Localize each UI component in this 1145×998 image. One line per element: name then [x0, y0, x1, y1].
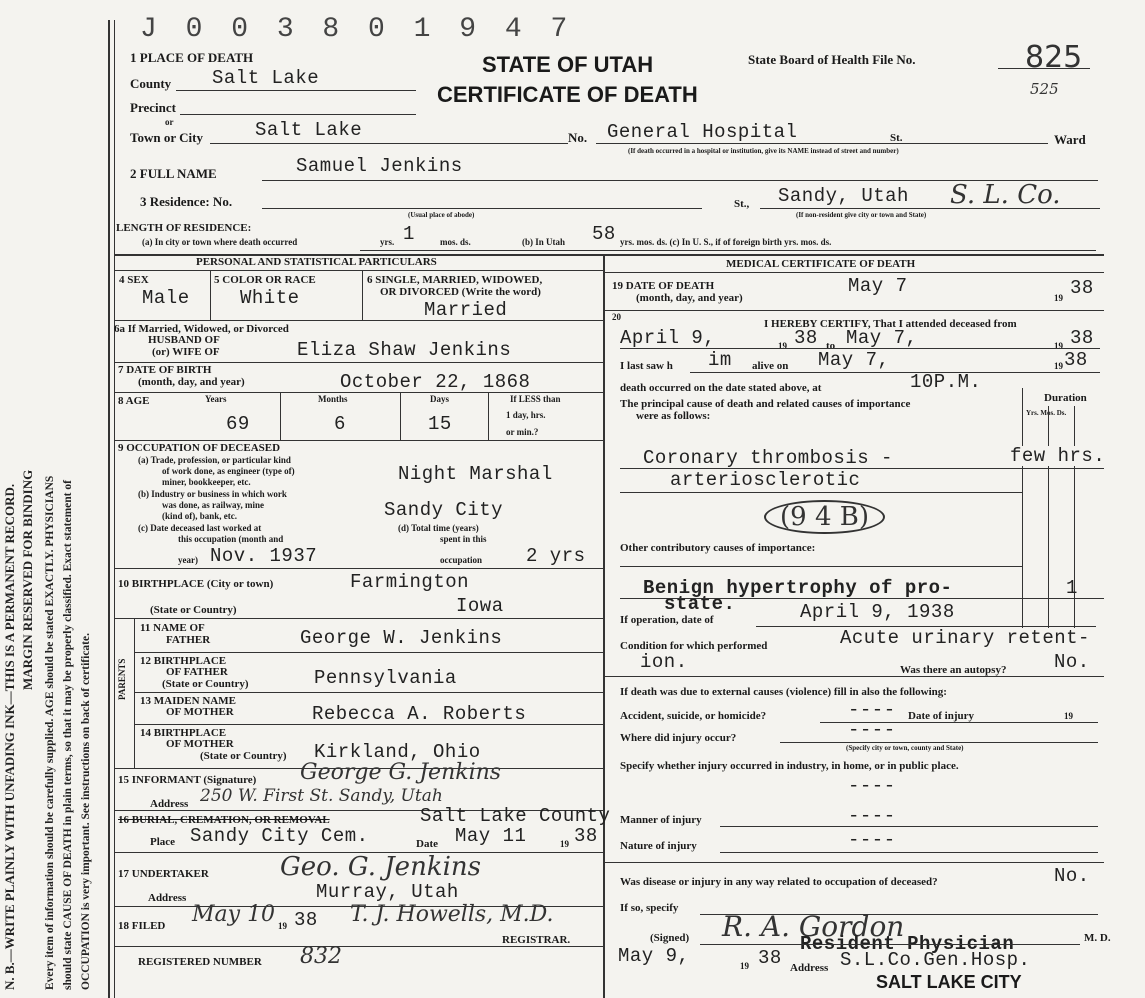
margin-binding-note: N. B.—WRITE PLAINLY WITH UNFADING INK—THIS IS A PERMANENT RECORD. — [2, 483, 17, 990]
nature-label: Nature of injury — [620, 840, 697, 852]
margin-reserved: MARGIN RESERVED FOR BINDING — [20, 469, 35, 690]
specify-dash: ---- — [848, 775, 896, 797]
town-value: Salt Lake — [255, 119, 363, 141]
duration-label: Duration — [1044, 392, 1087, 404]
filed-year-label: 19 — [278, 921, 287, 931]
signed-date: May 9, — [618, 945, 690, 967]
physician-signature: R. A. Gordon — [722, 910, 905, 943]
mbirth-value: Kirkland, Ohio — [314, 741, 481, 763]
where-label: Where did injury occur? — [620, 732, 737, 744]
informant-address-label: Address — [150, 798, 189, 810]
length-a-label: (a) In city or town where death occurred — [142, 237, 298, 247]
spouse-label-3: (or) WIFE OF — [152, 346, 220, 358]
operation-label: If operation, date of — [620, 614, 714, 626]
attended-from: April 9, — [620, 327, 716, 349]
occ-a-1: (a) Trade, profession, or particular kind — [138, 455, 291, 465]
undertaker-address-label: Address — [148, 892, 187, 904]
age-days-value: 15 — [428, 413, 452, 435]
less-hrs-label: 1 day, hrs. — [506, 410, 546, 420]
informant-address: 250 W. First St. Sandy, Utah — [200, 786, 443, 806]
color-label: 5 COLOR OR RACE — [214, 274, 316, 286]
informant-label: 15 INFORMANT (Signature) — [118, 774, 257, 786]
spouse-value: Eliza Shaw Jenkins — [297, 339, 512, 361]
sex-value: Male — [142, 287, 190, 309]
specify-injury-label: Specify whether injury occurred in industry, in home, or in public place. — [620, 760, 959, 772]
dod-value: May 7 — [848, 275, 908, 297]
attended-from-year: 38 — [794, 327, 818, 349]
father-label-2: FATHER — [166, 634, 211, 646]
reg-number: 832 — [300, 944, 342, 969]
sex-label: 4 SEX — [119, 274, 149, 286]
file-no-sub: 525 — [1030, 80, 1059, 98]
st-label: St. — [890, 132, 903, 144]
cause-primary: Coronary thrombosis - — [643, 447, 893, 469]
occurred-label: death occurred on the date stated above, at — [620, 382, 822, 394]
occ-b-3: (kind of), bank, etc. — [162, 511, 238, 521]
full-name-label: 2 FULL NAME — [130, 166, 217, 181]
mother-value: Rebecca A. Roberts — [312, 703, 527, 725]
registrar-signature: T. J. Howells, M.D. — [350, 902, 554, 927]
months-label: Months — [318, 394, 348, 404]
autopsy-value: No. — [1054, 651, 1090, 673]
to-label: to — [826, 340, 836, 352]
md-label: M. D. — [1084, 932, 1111, 944]
filed-year: 38 — [294, 909, 318, 931]
signed-label: (Signed) — [650, 932, 690, 944]
dob-label-2: (month, day, and year) — [138, 376, 245, 388]
attended-to-year: 38 — [1070, 327, 1094, 349]
mbirth-label-1: 14 BIRTHPLACE — [140, 727, 227, 739]
burial-place-label: Place — [150, 836, 176, 848]
occ-c-1: (c) Date deceased last worked at — [138, 523, 262, 533]
father-label-1: 11 NAME OF — [140, 622, 205, 634]
to-year-label: 19 — [1054, 341, 1063, 351]
other-cause-2: state. — [664, 593, 736, 615]
cause-secondary: arteriosclerotic — [670, 469, 861, 491]
injury-date-label: Date of injury — [908, 710, 974, 722]
principal-cause-label-1: The principal cause of death and related causes of importance — [620, 398, 911, 410]
file-no-label: State Board of Health File No. — [748, 52, 916, 67]
last-saw-label: I last saw h — [620, 360, 673, 372]
informant-signature: George G. Jenkins — [300, 760, 502, 785]
last-saw-value: im — [708, 349, 732, 371]
medical-heading: MEDICAL CERTIFICATE OF DEATH — [726, 258, 916, 270]
operation-date: April 9, 1938 — [800, 601, 955, 623]
in-utah-label: (b) In Utah — [522, 237, 566, 247]
age-label: 8 AGE — [118, 395, 150, 407]
birthplace-label: 10 BIRTHPLACE (City or town) — [118, 578, 274, 590]
mbirth-label-2: OF MOTHER — [166, 738, 234, 750]
from-year-label: 19 — [778, 341, 787, 351]
last-worked-value: Nov. 1937 — [210, 545, 318, 567]
father-value: George W. Jenkins — [300, 627, 503, 649]
residence-value: Sandy, Utah — [778, 185, 909, 207]
mother-label-2: OF MOTHER — [166, 706, 234, 718]
ward-label: Ward — [1054, 132, 1086, 147]
industry-value: Sandy City — [384, 499, 504, 521]
fbirth-label-3: (State or Country) — [162, 678, 249, 690]
condition-label: Condition for which performed — [620, 640, 768, 652]
accident-label: Accident, suicide, or homicide? — [620, 710, 767, 722]
certificate-title: CERTIFICATE OF DEATH — [437, 82, 698, 107]
town-label: Town or City — [130, 130, 203, 145]
occurred-time: 10P.M. — [910, 371, 982, 393]
burial-place: Sandy City Cem. — [190, 825, 369, 847]
physician-address-label: Address — [790, 962, 829, 974]
alive-year-label: 19 — [1054, 361, 1063, 371]
marital-label-1: 6 SINGLE, MARRIED, WIDOWED, — [367, 274, 543, 286]
precinct-label: Precinct — [130, 100, 176, 115]
less-than-label: If LESS than — [510, 394, 561, 404]
sign-year-label: 19 — [740, 961, 749, 971]
age-years-value: 69 — [226, 413, 250, 435]
age-months-value: 6 — [334, 413, 346, 435]
alive-date: May 7, — [818, 349, 890, 371]
fbirth-label-2: OF FATHER — [166, 666, 228, 678]
residence-label: 3 Residence: No. — [140, 194, 233, 209]
manner-label: Manner of injury — [620, 814, 702, 826]
signed-year: 38 — [758, 947, 782, 969]
occ-c-3: year) — [178, 555, 198, 565]
days-label: Days — [430, 394, 450, 404]
attended-to: May 7, — [846, 327, 918, 349]
marital-label-2: OR DIVORCED (Write the word) — [380, 286, 541, 298]
undertaker-address: Murray, Utah — [316, 881, 459, 903]
total-time-value: 2 yrs — [526, 545, 586, 567]
burial-label: 16 BURIAL, CREMATION, OR REMOVAL — [118, 814, 330, 826]
other-cause-duration: 1 — [1066, 577, 1078, 599]
autopsy-label: Was there an autopsy? — [900, 664, 1007, 676]
birth-state-label: (State or Country) — [150, 604, 237, 616]
occ-c-2: this occupation (month and — [178, 534, 284, 544]
burial-year-label: 19 — [560, 839, 569, 849]
color-value: White — [240, 287, 300, 309]
dod-label-2: (month, day, and year) — [636, 292, 743, 304]
condition-1: Acute urinary retent- — [840, 627, 1090, 649]
filed-label: 18 FILED — [118, 920, 166, 932]
where-dash: ---- — [848, 719, 896, 741]
county-label: County — [130, 76, 172, 91]
occ-a-2: of work done, as engineer (type of) — [162, 466, 295, 476]
marital-value: Married — [424, 299, 508, 321]
yrs-label: yrs. — [380, 237, 395, 247]
cause-code: (9 4 B) — [764, 500, 885, 534]
years-label: Years — [205, 394, 227, 404]
length-utah-value: 58 — [592, 223, 616, 245]
birth-state-value: Iowa — [456, 595, 504, 617]
burial-date-label: Date — [416, 838, 438, 850]
occ-d-1: (d) Total time (years) — [398, 523, 479, 533]
occ-a-3: miner, bookkeeper, etc. — [162, 477, 251, 487]
less-min-label: or min.? — [506, 427, 539, 437]
length-residence-label: LENGTH OF RESIDENCE: — [116, 222, 252, 234]
file-no: 825 — [1025, 40, 1083, 75]
occupation-related-label: Was disease or injury in any way related to occupation of deceased? — [620, 876, 938, 888]
manner-dash: ---- — [848, 805, 896, 827]
residence-handwritten: S. L. Co. — [950, 180, 1061, 210]
other-causes-label: Other contributory causes of importance: — [620, 542, 816, 554]
occ-d-2: spent in this — [440, 534, 487, 544]
margin-instructions-2: should state CAUSE OF DEATH in plain terms, so that it may be properly classified. Exact statement of — [62, 480, 74, 990]
alive-label: alive on — [752, 360, 789, 372]
item-20-label: 20 — [612, 312, 621, 322]
external-causes-label: If death was due to external causes (violence) fill in also the following: — [620, 686, 947, 698]
filed-date: May 10 — [192, 902, 276, 927]
nature-dash: ---- — [848, 829, 896, 851]
fbirth-label-1: 12 BIRTHPLACE — [140, 655, 227, 667]
duration-columns: Yrs. Mos. Ds. — [1026, 409, 1067, 417]
burial-date: May 11 — [455, 825, 527, 847]
occ-b-2: was done, as railway, mine — [162, 500, 265, 510]
occ-b-1: (b) Industry or business in which work — [138, 489, 287, 499]
burial-year: 38 — [574, 825, 598, 847]
fbirth-value: Pennsylvania — [314, 667, 457, 689]
place-of-death-label: 1 PLACE OF DEATH — [130, 50, 254, 65]
margin-instructions-3: OCCUPATION is very important. See instructions on back of certificate. — [80, 633, 92, 990]
no-label: No. — [568, 130, 588, 145]
physician-title: Resident Physician — [800, 933, 1015, 955]
mother-label-1: 13 MAIDEN NAME — [140, 695, 236, 707]
condition-2: ion. — [640, 651, 688, 673]
spouse-label-2: HUSBAND OF — [148, 334, 220, 346]
dob-label-1: 7 DATE OF BIRTH — [118, 364, 212, 376]
certify-text: I HEREBY CERTIFY, That I attended deceased from — [764, 318, 1017, 330]
county-value: Salt Lake — [212, 67, 320, 89]
injury-year-label: 19 — [1064, 711, 1073, 721]
full-name-value: Samuel Jenkins — [296, 155, 463, 177]
accident-dash: ---- — [848, 699, 896, 721]
or-label: or — [165, 117, 174, 127]
non-resident-note: (If non-resident give city or town and State) — [796, 211, 927, 219]
personal-heading: PERSONAL AND STATISTICAL PARTICULARS — [196, 256, 437, 268]
mos-ds-label: mos. ds. — [440, 237, 471, 247]
hospital-value: General Hospital — [607, 121, 798, 143]
undertaker-label: 17 UNDERTAKER — [118, 868, 209, 880]
state-title: STATE OF UTAH — [482, 52, 654, 77]
dod-year-label: 19 — [1054, 293, 1063, 303]
burial-county: Salt Lake County — [420, 805, 611, 827]
physician-city: SALT LAKE CITY — [876, 972, 1022, 992]
birth-city-value: Farmington — [350, 571, 470, 593]
spouse-label-1: 6a If Married, Widowed, or Divorced — [114, 323, 289, 335]
dod-year: 38 — [1070, 277, 1094, 299]
physician-address: S.L.Co.Gen.Hosp. — [840, 949, 1031, 971]
other-cause-1: Benign hypertrophy of pro- — [643, 577, 953, 599]
length-years-value: 1 — [403, 223, 415, 245]
hospital-note: (If death occurred in a hospital or institution, give its NAME instead of street and number) — [628, 147, 899, 155]
mbirth-label-3: (State or Country) — [200, 750, 287, 762]
principal-cause-label-2: were as follows: — [636, 410, 711, 422]
serial-number: J 0 0 3 8 0 1 9 4 7 — [140, 14, 574, 45]
occ-d-3: occupation — [440, 555, 483, 565]
dod-label-1: 19 DATE OF DEATH — [612, 280, 715, 292]
occupation-value: Night Marshal — [398, 463, 553, 485]
margin-instructions-1: Every item of information should be carefully supplied. AGE should be stated EXACTLY. PHYSICIANS — [44, 475, 56, 990]
length-rest-label: yrs. mos. ds. (c) In U. S., if of foreign birth yrs. mos. ds. — [620, 237, 832, 247]
usual-abode-note: (Usual place of abode) — [408, 211, 475, 219]
registrar-label: REGISTRAR. — [502, 934, 571, 946]
where-note: (Specify city or town, county and State) — [846, 744, 964, 752]
parents-label: PARENTS — [117, 658, 127, 700]
reg-number-label: REGISTERED NUMBER — [138, 956, 262, 968]
occupation-related-value: No. — [1054, 865, 1090, 887]
if-so-specify-label: If so, specify — [620, 902, 679, 914]
occupation-label: 9 OCCUPATION OF DECEASED — [118, 442, 281, 454]
alive-year: 38 — [1064, 349, 1088, 371]
dob-value: October 22, 1868 — [340, 371, 531, 393]
undertaker-signature: Geo. G. Jenkins — [280, 852, 481, 882]
cause-primary-duration: few hrs. — [1010, 445, 1106, 467]
residence-st-label: St., — [734, 198, 750, 210]
